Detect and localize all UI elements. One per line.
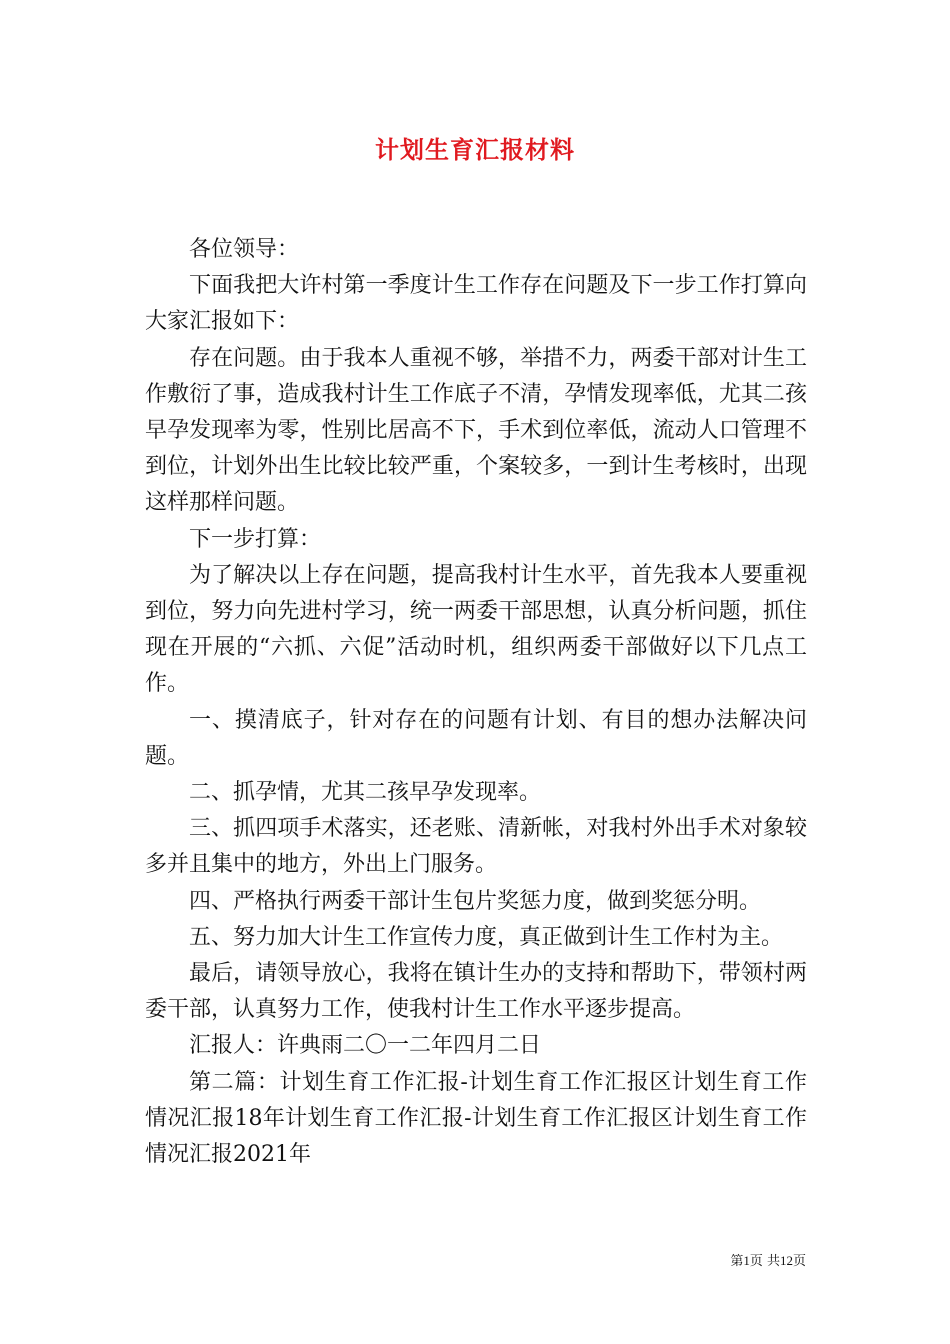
footer-suffix: 页 (792, 1254, 806, 1269)
footer-middle: 页 共 (749, 1254, 780, 1269)
paragraph-next-steps-heading: 下一步打算： (189, 526, 322, 552)
list-item-5: 五、努力加大计生工作宣传力度，真正做到计生工作村为主。 (189, 924, 784, 950)
salutation: 各位领导： (189, 237, 300, 262)
footer-current-page: 1 (743, 1253, 750, 1268)
list-item-3: 三、抓四项手术落实，还老账、清新帐，对我村外出手术对象较多并且集中的地方，外出上门服务。 (145, 816, 807, 878)
footer-prefix: 第 (730, 1254, 744, 1269)
paragraph-problems: 存在问题。由于我本人重视不够，举措不力，两委干部对计生工作敷衍了事，造成我村计生工作底子不清，孕情发现率低，尤其二孩早孕发现率为零，性别比居高不下，手术到位率低，流动人口管理不到位，计划外出生比较比较严重，个案较多，一到计生考核时，出现这样那样问题。 (145, 345, 807, 516)
page-number-footer (0, 1250, 806, 1269)
paragraph-closing: 最后，请领导放心，我将在镇计生办的支持和帮助下，带领村两委干部，认真努力工作，使我村计生工作水平逐步提高。 (145, 961, 807, 1023)
list-item-1: 一、摸清底子，针对存在的问题有计划、有目的想办法解决问题。 (145, 707, 807, 769)
document-body (145, 232, 807, 1173)
paragraph-next-steps: 为了解决以上存在问题，提高我村计生水平，首先我本人要重视到位，努力向先进村学习，统一两委干部思想，认真分析问题，抓住现在开展的“六抓、六促”活动时机，组织两委干部做好以下几点工作。 (145, 562, 807, 697)
document-title: 计划生育汇报材料 (375, 135, 575, 164)
list-item-2: 二、抓孕情，尤其二孩早孕发现率。 (189, 780, 542, 806)
paragraph-intro: 下面我把大许村第一季度计生工作存在问题及下一步工作打算向大家汇报如下： (145, 273, 807, 335)
paragraph-second-article: 第二篇：计划生育工作汇报-计划生育工作汇报区计划生育工作情况汇报18年计划生育工作汇报-计划生育工作汇报区计划生育工作情况汇报2021年 (145, 1069, 807, 1168)
list-item-4: 四、严格执行两委干部计生包片奖惩力度，做到奖惩分明。 (189, 888, 762, 914)
reporter-signature-line: 汇报人：许典雨二〇一二年四月二日 (189, 1033, 542, 1059)
footer-total-pages: 12 (779, 1253, 793, 1268)
